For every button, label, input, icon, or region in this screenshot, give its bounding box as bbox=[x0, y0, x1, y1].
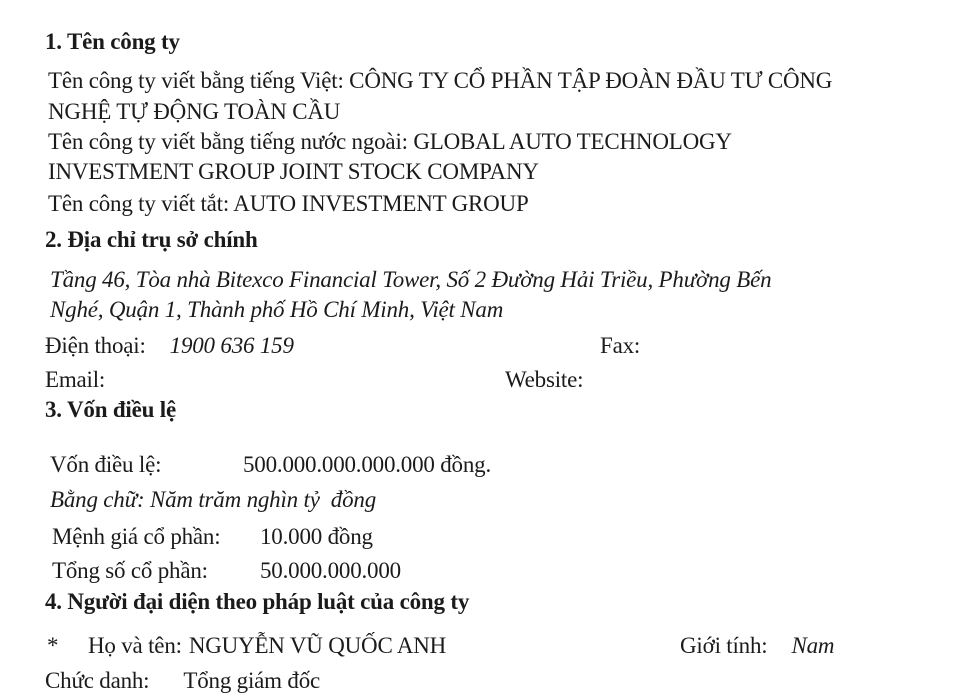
title-value: Tổng giám đốc bbox=[183, 668, 321, 693]
address-line1: Tầng 46, Tòa nhà Bitexco Financial Tower, Số 2 Đường Hải Triều, Phường Bến bbox=[50, 267, 772, 292]
company-name-foreign-line1: Tên công ty viết bằng tiếng nước ngoài: GLOBAL AUTO TECHNOLOGY bbox=[48, 129, 732, 154]
par-value: 10.000 đồng bbox=[260, 524, 373, 549]
fax-label: Fax: bbox=[600, 333, 641, 358]
total-shares-value: 50.000.000.000 bbox=[260, 558, 401, 583]
fullname-label: Họ và tên: bbox=[88, 633, 182, 658]
phone-value: 1900 636 159 bbox=[169, 333, 294, 358]
website-label: Website: bbox=[505, 367, 584, 392]
charter-capital-value: 500.000.000.000.000 đồng. bbox=[243, 452, 492, 477]
company-name-abbreviated: Tên công ty viết tắt: AUTO INVESTMENT GROUP bbox=[48, 191, 529, 216]
section-2-heading: 2. Địa chỉ trụ sở chính bbox=[45, 227, 258, 252]
par-value-label: Mệnh giá cổ phần: bbox=[52, 524, 221, 549]
title-row bbox=[45, 665, 320, 696]
address-line2: Nghé, Quận 1, Thành phố Hồ Chí Minh, Việt Nam bbox=[50, 297, 504, 322]
company-name-vietnamese-line1: Tên công ty viết bằng tiếng Việt: CÔNG TY CỔ PHẦN TẬP ĐOÀN ĐẦU TƯ CÔNG bbox=[48, 68, 833, 93]
section-1-heading: 1. Tên công ty bbox=[45, 29, 180, 54]
company-name-foreign-line2: INVESTMENT GROUP JOINT STOCK COMPANY bbox=[48, 159, 539, 184]
fullname-value: NGUYỄN VŨ QUỐC ANH bbox=[188, 633, 447, 658]
gender-row bbox=[680, 630, 834, 661]
fullname-row bbox=[88, 630, 446, 661]
total-shares-label: Tổng số cổ phần: bbox=[52, 558, 208, 583]
gender-label: Giới tính: bbox=[680, 633, 768, 658]
phone-row bbox=[45, 330, 294, 361]
gender-value: Nam bbox=[791, 633, 835, 658]
capital-in-words: Bằng chữ: Năm trăm nghìn tỷ đồng bbox=[50, 487, 377, 512]
company-name-vietnamese-line2: NGHỆ TỰ ĐỘNG TOÀN CẦU bbox=[48, 99, 341, 124]
phone-label: Điện thoại: bbox=[45, 333, 146, 358]
email-label: Email: bbox=[45, 367, 106, 392]
section-3-heading: 3. Vốn điều lệ bbox=[45, 397, 176, 422]
section-4-heading: 4. Người đại diện theo pháp luật của công ty bbox=[45, 589, 470, 614]
charter-capital-label: Vốn điều lệ: bbox=[50, 452, 162, 477]
bullet-asterisk: * bbox=[47, 633, 59, 658]
title-label: Chức danh: bbox=[45, 668, 150, 693]
